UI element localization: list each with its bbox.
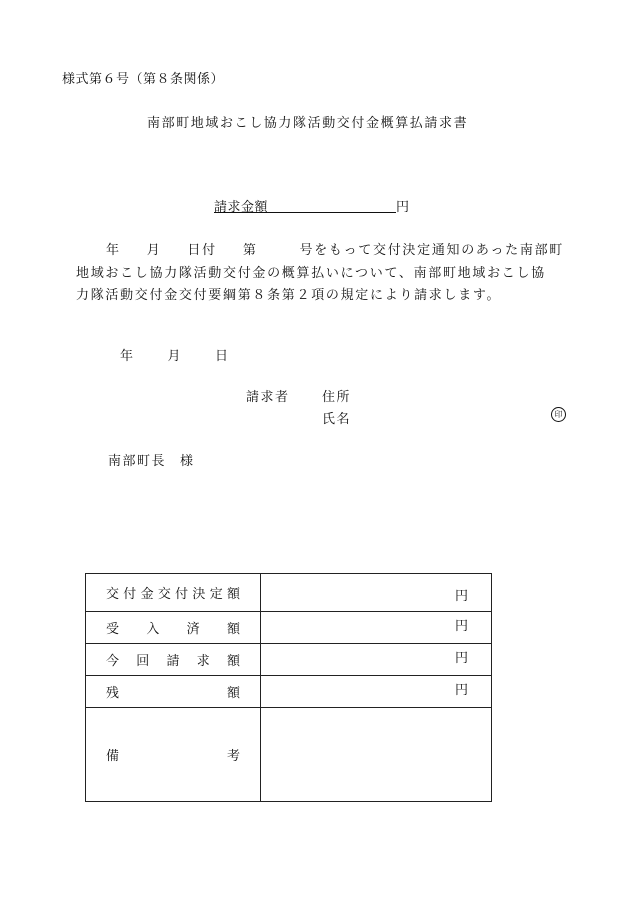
table-label-cell — [86, 612, 261, 644]
label-char: 交 — [157, 587, 171, 602]
row-label — [106, 618, 240, 637]
yen-unit: 円 — [454, 619, 468, 634]
yen-unit: 円 — [454, 683, 468, 698]
table-row — [86, 574, 492, 612]
body-number-prefix: 第 — [242, 243, 258, 258]
form-number: 様式第６号（第８条関係） — [62, 72, 225, 87]
row-label — [106, 650, 240, 669]
body-day-attached: 日付 — [187, 243, 217, 258]
table-value-cell[interactable] — [261, 676, 492, 708]
label-char: 残 — [106, 686, 120, 701]
body-month: 月 — [146, 243, 162, 258]
label-char: 付 — [123, 587, 137, 602]
table-value-cell[interactable] — [261, 574, 492, 612]
table-label-cell — [86, 676, 261, 708]
label-char: 額 — [226, 686, 240, 701]
body-line-3: 力隊活動交付金交付要綱第８条第２項の規定により請求します。 — [76, 288, 502, 303]
yen-unit: 円 — [454, 589, 468, 604]
date-month: 月 — [167, 349, 182, 364]
requested-amount-unit: 円 — [396, 200, 410, 215]
table-row — [86, 612, 492, 644]
date-year: 年 — [120, 349, 134, 364]
label-char: 備 — [106, 749, 120, 764]
label-char: 請 — [166, 654, 180, 669]
row-label — [106, 583, 240, 602]
label-char: 交 — [106, 587, 120, 602]
label-char: 額 — [226, 654, 240, 669]
body-line-1-tail: 号をもって交付決定通知のあった南部町 — [299, 243, 564, 258]
label-char: 額 — [226, 587, 240, 602]
requested-amount-blank[interactable] — [268, 199, 396, 213]
row-label — [106, 682, 240, 701]
addressee-name: 南部町長 — [108, 454, 167, 469]
label-char: 額 — [226, 622, 240, 637]
label-char: 金 — [140, 587, 154, 602]
table-row — [86, 708, 492, 802]
label-char: 考 — [226, 749, 240, 764]
address-label: 住所 — [322, 390, 352, 405]
document-title: 南部町地域おこし協力隊活動交付金概算払請求書 — [147, 116, 469, 131]
table-label-cell — [86, 574, 261, 612]
applicant-label: 請求者 — [246, 390, 290, 405]
date-day: 日 — [215, 349, 229, 364]
requested-amount-label: 請求金額 — [214, 200, 269, 215]
name-label: 氏名 — [322, 412, 352, 427]
table-value-cell[interactable] — [261, 644, 492, 676]
table-row — [86, 644, 492, 676]
amount-table — [85, 573, 492, 802]
seal-icon: 印 — [551, 407, 566, 422]
label-char: 決 — [192, 587, 206, 602]
table-label-cell — [86, 708, 261, 802]
label-char: 定 — [209, 587, 223, 602]
addressee — [108, 450, 195, 469]
label-char: 受 — [106, 622, 120, 637]
date-line — [120, 345, 229, 364]
body-line-2: 地域おこし協力隊活動交付金の概算払いについて、南部町地域おこし協 — [76, 266, 546, 281]
label-char: 済 — [186, 622, 200, 637]
remarks-value-cell[interactable] — [261, 708, 492, 802]
label-char: 入 — [146, 622, 160, 637]
addressee-honorific: 様 — [180, 454, 195, 469]
table-value-cell[interactable] — [261, 612, 492, 644]
table-row — [86, 676, 492, 708]
table-label-cell — [86, 644, 261, 676]
body-year: 年 — [106, 243, 121, 258]
label-char: 付 — [175, 587, 189, 602]
label-char: 回 — [136, 654, 150, 669]
body-line-1 — [106, 239, 564, 258]
requested-amount-line — [214, 196, 410, 215]
yen-unit: 円 — [454, 651, 468, 666]
label-char: 求 — [196, 654, 210, 669]
row-label — [106, 745, 240, 764]
label-char: 今 — [106, 654, 120, 669]
